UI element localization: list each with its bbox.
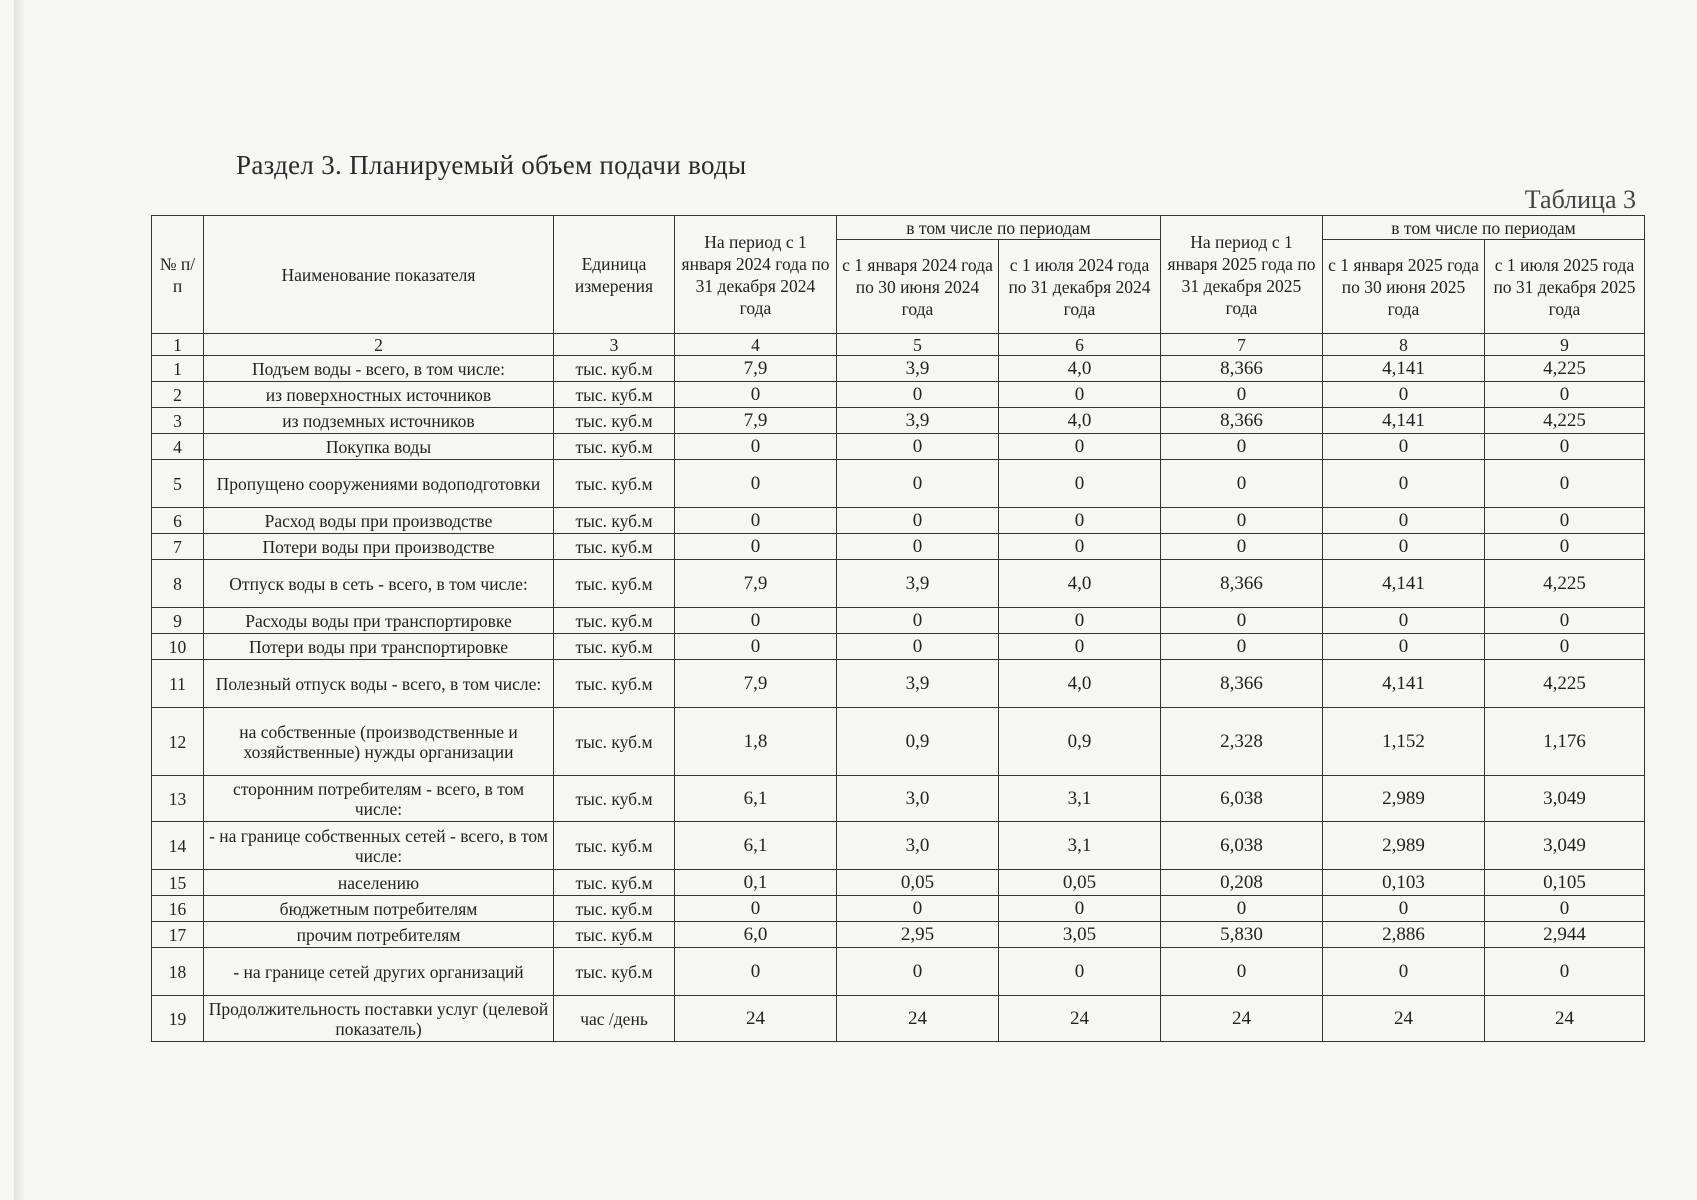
value-cell: 7,9 bbox=[675, 660, 837, 708]
table-row bbox=[152, 608, 1645, 634]
value-cell: 0 bbox=[1161, 508, 1323, 534]
unit-cell: тыс. куб.м bbox=[554, 560, 675, 608]
value-cell: 4,0 bbox=[999, 660, 1161, 708]
value-cell: 3,9 bbox=[837, 560, 999, 608]
indicator-name: прочим потребителям bbox=[204, 922, 554, 948]
header-h1-2025: с 1 января 2025 года по 30 июня 2025 года bbox=[1323, 240, 1485, 334]
unit-cell: тыс. куб.м bbox=[554, 708, 675, 776]
value-cell: 0 bbox=[1323, 434, 1485, 460]
value-cell: 0 bbox=[837, 534, 999, 560]
table-row bbox=[152, 776, 1645, 822]
value-cell: 0,1 bbox=[675, 870, 837, 896]
value-cell: 0 bbox=[1323, 508, 1485, 534]
table-row bbox=[152, 634, 1645, 660]
value-cell: 24 bbox=[1161, 996, 1323, 1042]
header-period-2025: На период с 1 января 2025 года по 31 декабря 2025 года bbox=[1161, 216, 1323, 334]
value-cell: 0 bbox=[1323, 634, 1485, 660]
value-cell: 0 bbox=[675, 634, 837, 660]
value-cell: 0 bbox=[675, 534, 837, 560]
table-row bbox=[152, 460, 1645, 508]
col-number: 3 bbox=[554, 334, 675, 356]
value-cell: 0 bbox=[1485, 460, 1645, 508]
value-cell: 1,8 bbox=[675, 708, 837, 776]
table-row bbox=[152, 870, 1645, 896]
value-cell: 0 bbox=[999, 534, 1161, 560]
unit-cell: тыс. куб.м bbox=[554, 870, 675, 896]
col-number: 7 bbox=[1161, 334, 1323, 356]
unit-cell: тыс. куб.м bbox=[554, 408, 675, 434]
value-cell: 0 bbox=[1323, 608, 1485, 634]
table-label: Таблица 3 bbox=[1524, 185, 1636, 214]
col-number: 6 bbox=[999, 334, 1161, 356]
value-cell: 3,0 bbox=[837, 822, 999, 870]
indicator-name: бюджетным потребителям bbox=[204, 896, 554, 922]
value-cell: 8,366 bbox=[1161, 356, 1323, 382]
unit-cell: тыс. куб.м bbox=[554, 660, 675, 708]
value-cell: 3,1 bbox=[999, 822, 1161, 870]
header-name: Наименование показателя bbox=[204, 216, 554, 334]
table-row bbox=[152, 508, 1645, 534]
table-row bbox=[152, 356, 1645, 382]
value-cell: 0 bbox=[999, 896, 1161, 922]
unit-cell: тыс. куб.м bbox=[554, 534, 675, 560]
value-cell: 0 bbox=[837, 896, 999, 922]
value-cell: 0 bbox=[675, 508, 837, 534]
value-cell: 0 bbox=[675, 460, 837, 508]
value-cell: 3,9 bbox=[837, 356, 999, 382]
table-row bbox=[152, 896, 1645, 922]
value-cell: 0 bbox=[1161, 948, 1323, 996]
value-cell: 24 bbox=[1485, 996, 1645, 1042]
indicator-name: на собственные (производственные и хозяйственные) нужды организации bbox=[204, 708, 554, 776]
value-cell: 0 bbox=[837, 634, 999, 660]
header-h2-2025: с 1 июля 2025 года по 31 декабря 2025 года bbox=[1485, 240, 1645, 334]
indicator-name: сторонним потребителям - всего, в том числе: bbox=[204, 776, 554, 822]
value-cell: 6,0 bbox=[675, 922, 837, 948]
value-cell: 0 bbox=[1161, 896, 1323, 922]
unit-cell: тыс. куб.м bbox=[554, 356, 675, 382]
section-title: Раздел 3. Планируемый объем подачи воды bbox=[236, 150, 747, 180]
value-cell: 0 bbox=[1485, 608, 1645, 634]
value-cell: 4,0 bbox=[999, 408, 1161, 434]
table-row bbox=[152, 822, 1645, 870]
indicator-name: из поверхностных источников bbox=[204, 382, 554, 408]
value-cell: 0,05 bbox=[999, 870, 1161, 896]
value-cell: 24 bbox=[999, 996, 1161, 1042]
value-cell: 0 bbox=[837, 508, 999, 534]
unit-cell: тыс. куб.м bbox=[554, 922, 675, 948]
indicator-name: Полезный отпуск воды - всего, в том числе: bbox=[204, 660, 554, 708]
header-period-2024: На период с 1 января 2024 года по 31 декабря 2024 года bbox=[675, 216, 837, 334]
table-row bbox=[152, 708, 1645, 776]
value-cell: 6,038 bbox=[1161, 776, 1323, 822]
row-number: 11 bbox=[152, 660, 204, 708]
value-cell: 0 bbox=[1485, 508, 1645, 534]
value-cell: 1,152 bbox=[1323, 708, 1485, 776]
indicator-name: Подъем воды - всего, в том числе: bbox=[204, 356, 554, 382]
column-number-row bbox=[152, 334, 1645, 356]
header-num: № п/п bbox=[152, 216, 204, 334]
unit-cell: тыс. куб.м bbox=[554, 434, 675, 460]
header-h2-2024: с 1 июля 2024 года по 31 декабря 2024 года bbox=[999, 240, 1161, 334]
indicator-name: из подземных источников bbox=[204, 408, 554, 434]
header-subperiods-2025: в том числе по периодам bbox=[1323, 216, 1645, 240]
indicator-name: населению bbox=[204, 870, 554, 896]
value-cell: 0 bbox=[1161, 460, 1323, 508]
value-cell: 0 bbox=[1161, 634, 1323, 660]
table-row bbox=[152, 560, 1645, 608]
value-cell: 4,141 bbox=[1323, 660, 1485, 708]
value-cell: 1,176 bbox=[1485, 708, 1645, 776]
unit-cell: тыс. куб.м bbox=[554, 634, 675, 660]
value-cell: 0 bbox=[999, 434, 1161, 460]
col-number: 5 bbox=[837, 334, 999, 356]
indicator-name: Пропущено сооружениями водоподготовки bbox=[204, 460, 554, 508]
value-cell: 0 bbox=[1323, 896, 1485, 922]
value-cell: 0 bbox=[837, 948, 999, 996]
value-cell: 4,225 bbox=[1485, 408, 1645, 434]
value-cell: 0 bbox=[1161, 382, 1323, 408]
value-cell: 2,886 bbox=[1323, 922, 1485, 948]
row-number: 15 bbox=[152, 870, 204, 896]
value-cell: 0 bbox=[1323, 460, 1485, 508]
unit-cell: тыс. куб.м bbox=[554, 508, 675, 534]
value-cell: 3,049 bbox=[1485, 822, 1645, 870]
row-number: 14 bbox=[152, 822, 204, 870]
table-body bbox=[152, 216, 1645, 1042]
indicator-name: - на границе сетей других организаций bbox=[204, 948, 554, 996]
value-cell: 0 bbox=[1485, 434, 1645, 460]
unit-cell: тыс. куб.м bbox=[554, 822, 675, 870]
col-number: 8 bbox=[1323, 334, 1485, 356]
value-cell: 0,9 bbox=[837, 708, 999, 776]
row-number: 10 bbox=[152, 634, 204, 660]
indicator-name: Расходы воды при транспортировке bbox=[204, 608, 554, 634]
value-cell: 0 bbox=[999, 508, 1161, 534]
value-cell: 0,105 bbox=[1485, 870, 1645, 896]
table-row bbox=[152, 434, 1645, 460]
value-cell: 24 bbox=[837, 996, 999, 1042]
value-cell: 0,103 bbox=[1323, 870, 1485, 896]
col-number: 9 bbox=[1485, 334, 1645, 356]
value-cell: 6,038 bbox=[1161, 822, 1323, 870]
value-cell: 3,9 bbox=[837, 660, 999, 708]
value-cell: 4,225 bbox=[1485, 356, 1645, 382]
indicator-name: Потери воды при транспортировке bbox=[204, 634, 554, 660]
scan-edge-shadow bbox=[14, 0, 24, 1200]
water-supply-table bbox=[151, 215, 1645, 1042]
indicator-name: Покупка воды bbox=[204, 434, 554, 460]
indicator-name: Потери воды при производстве bbox=[204, 534, 554, 560]
value-cell: 0 bbox=[999, 382, 1161, 408]
value-cell: 8,366 bbox=[1161, 660, 1323, 708]
value-cell: 0 bbox=[1485, 634, 1645, 660]
value-cell: 0 bbox=[1323, 382, 1485, 408]
value-cell: 0 bbox=[1485, 948, 1645, 996]
table-row bbox=[152, 382, 1645, 408]
indicator-name: - на границе собственных сетей - всего, в том числе: bbox=[204, 822, 554, 870]
value-cell: 0 bbox=[837, 608, 999, 634]
row-number: 18 bbox=[152, 948, 204, 996]
value-cell: 5,830 bbox=[1161, 922, 1323, 948]
value-cell: 0 bbox=[999, 948, 1161, 996]
unit-cell: тыс. куб.м bbox=[554, 382, 675, 408]
value-cell: 0 bbox=[675, 382, 837, 408]
value-cell: 0 bbox=[1161, 534, 1323, 560]
value-cell: 0,208 bbox=[1161, 870, 1323, 896]
table-row bbox=[152, 948, 1645, 996]
value-cell: 2,989 bbox=[1323, 776, 1485, 822]
value-cell: 7,9 bbox=[675, 408, 837, 434]
value-cell: 0 bbox=[999, 634, 1161, 660]
value-cell: 0 bbox=[1485, 534, 1645, 560]
value-cell: 2,944 bbox=[1485, 922, 1645, 948]
row-number: 17 bbox=[152, 922, 204, 948]
col-number: 1 bbox=[152, 334, 204, 356]
value-cell: 24 bbox=[1323, 996, 1485, 1042]
row-number: 7 bbox=[152, 534, 204, 560]
col-number: 4 bbox=[675, 334, 837, 356]
value-cell: 0,05 bbox=[837, 870, 999, 896]
header-subperiods-2024: в том числе по периодам bbox=[837, 216, 1161, 240]
row-number: 12 bbox=[152, 708, 204, 776]
value-cell: 4,225 bbox=[1485, 660, 1645, 708]
header-h1-2024: с 1 января 2024 года по 30 июня 2024 года bbox=[837, 240, 999, 334]
value-cell: 2,989 bbox=[1323, 822, 1485, 870]
value-cell: 7,9 bbox=[675, 560, 837, 608]
indicator-name: Отпуск воды в сеть - всего, в том числе: bbox=[204, 560, 554, 608]
row-number: 16 bbox=[152, 896, 204, 922]
value-cell: 4,0 bbox=[999, 356, 1161, 382]
header-unit: Единица измерения bbox=[554, 216, 675, 334]
value-cell: 8,366 bbox=[1161, 560, 1323, 608]
value-cell: 0 bbox=[675, 434, 837, 460]
value-cell: 0 bbox=[1485, 382, 1645, 408]
value-cell: 0 bbox=[837, 434, 999, 460]
value-cell: 0 bbox=[675, 896, 837, 922]
value-cell: 4,141 bbox=[1323, 560, 1485, 608]
unit-cell: тыс. куб.м bbox=[554, 460, 675, 508]
value-cell: 0 bbox=[675, 948, 837, 996]
value-cell: 0 bbox=[1323, 534, 1485, 560]
value-cell: 8,366 bbox=[1161, 408, 1323, 434]
value-cell: 0 bbox=[1161, 608, 1323, 634]
value-cell: 2,328 bbox=[1161, 708, 1323, 776]
value-cell: 3,049 bbox=[1485, 776, 1645, 822]
value-cell: 0 bbox=[999, 608, 1161, 634]
value-cell: 0 bbox=[1323, 948, 1485, 996]
value-cell: 3,0 bbox=[837, 776, 999, 822]
indicator-name: Расход воды при производстве bbox=[204, 508, 554, 534]
unit-cell: тыс. куб.м bbox=[554, 896, 675, 922]
value-cell: 3,05 bbox=[999, 922, 1161, 948]
table-row bbox=[152, 996, 1645, 1042]
row-number: 13 bbox=[152, 776, 204, 822]
value-cell: 4,141 bbox=[1323, 408, 1485, 434]
value-cell: 3,1 bbox=[999, 776, 1161, 822]
unit-cell: тыс. куб.м bbox=[554, 776, 675, 822]
row-number: 4 bbox=[152, 434, 204, 460]
value-cell: 2,95 bbox=[837, 922, 999, 948]
row-number: 3 bbox=[152, 408, 204, 434]
value-cell: 0 bbox=[999, 460, 1161, 508]
row-number: 5 bbox=[152, 460, 204, 508]
col-number: 2 bbox=[204, 334, 554, 356]
table-row bbox=[152, 408, 1645, 434]
value-cell: 4,141 bbox=[1323, 356, 1485, 382]
value-cell: 0 bbox=[837, 460, 999, 508]
value-cell: 7,9 bbox=[675, 356, 837, 382]
value-cell: 6,1 bbox=[675, 776, 837, 822]
value-cell: 0 bbox=[1161, 434, 1323, 460]
indicator-name: Продолжительность поставки услуг (целевой показатель) bbox=[204, 996, 554, 1042]
table-row bbox=[152, 534, 1645, 560]
value-cell: 0 bbox=[837, 382, 999, 408]
unit-cell: час /день bbox=[554, 996, 675, 1042]
row-number: 6 bbox=[152, 508, 204, 534]
value-cell: 0,9 bbox=[999, 708, 1161, 776]
row-number: 1 bbox=[152, 356, 204, 382]
value-cell: 0 bbox=[675, 608, 837, 634]
row-number: 9 bbox=[152, 608, 204, 634]
value-cell: 3,9 bbox=[837, 408, 999, 434]
row-number: 8 bbox=[152, 560, 204, 608]
value-cell: 0 bbox=[1485, 896, 1645, 922]
row-number: 2 bbox=[152, 382, 204, 408]
unit-cell: тыс. куб.м bbox=[554, 948, 675, 996]
row-number: 19 bbox=[152, 996, 204, 1042]
value-cell: 4,0 bbox=[999, 560, 1161, 608]
unit-cell: тыс. куб.м bbox=[554, 608, 675, 634]
header-row-top bbox=[152, 216, 1645, 240]
value-cell: 24 bbox=[675, 996, 837, 1042]
value-cell: 4,225 bbox=[1485, 560, 1645, 608]
value-cell: 6,1 bbox=[675, 822, 837, 870]
table-row bbox=[152, 922, 1645, 948]
table-row bbox=[152, 660, 1645, 708]
